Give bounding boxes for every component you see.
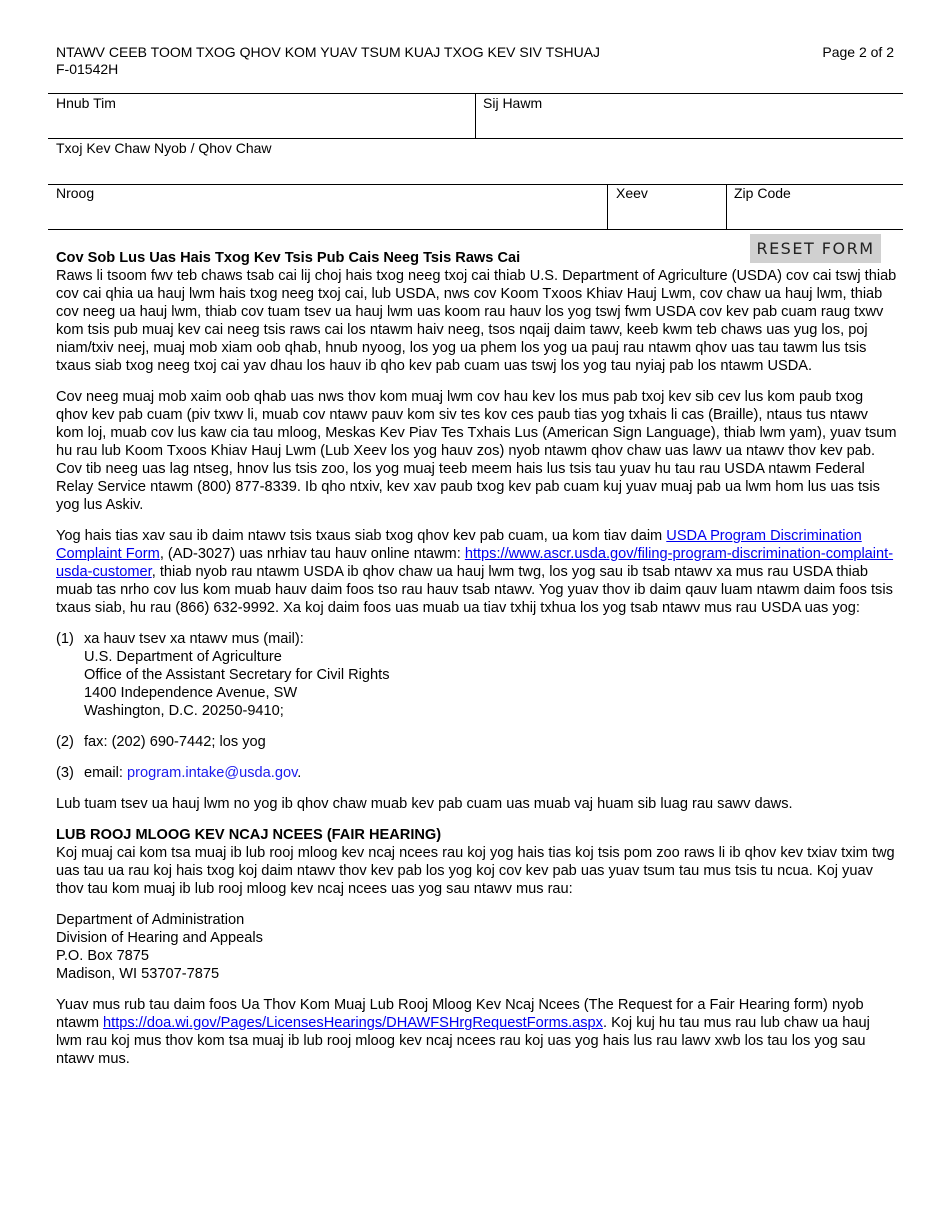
city-label: Nroog [56,185,95,201]
divider [48,229,903,230]
complaint-paragraph [56,527,898,617]
divider [726,184,727,229]
date-label: Hnub Tim [56,95,116,111]
divider [607,184,608,229]
list-item [56,630,898,720]
form-title: NTAWV CEEB TOOM TXOG QHOV KOM YUAV TSUM KUAJ TXOG KEV SIV TSHUAJ [56,44,601,60]
page-indicator: Page 2 of 2 [822,44,894,60]
email-line [84,764,898,782]
equal-opportunity-statement: Lub tuam tsev ua hauj lwm no yog ib qhov chaw muab kev pab cuam uas muab vaj huam sib luag rau sawv daws. [56,796,793,812]
mail-address [84,630,898,720]
complaint-text: , thiab nyob rau ntawm USDA ib qhov chaw ua hauj lwm twg, los yog sau ib tsab ntawv xa mus rau USDA thiab muab tas nrho cov lus kom muab hauv daim foos tso rau hauv tsab ntawv. Yog yuav thov ib daim qauv luam ntawm daim foos tsis txaus siab, hu rau (866) 632-9992. Xa koj daim foos uas muab ua tiav txhij txhua los yog tsab ntawv mus rau USDA uas yog: [56,564,893,616]
state-field[interactable] [616,185,648,202]
zip-label: Zip Code [734,185,791,201]
address-line: 1400 Independence Avenue, SW [84,685,298,701]
date-field[interactable] [56,95,116,112]
nondiscrimination-heading: Cov Sob Lus Uas Hais Txog Kev Tsis Pub Cais Neeg Tsis Raws Cai [56,250,521,266]
zip-field[interactable] [734,185,791,202]
hearing-text: Yuav mus rub tau daim foos Ua Thov Kom Muaj Lub Rooj Mloog Kev Ncaj Ncees (The Request for a Fair Hearing form) nyob ntawm [56,997,864,1031]
nondiscrimination-paragraph: Raws li tsoom fwv teb chaws tsab cai lij choj hais txog neeg txoj cai thiab U.S. Department of Agriculture (USDA) cov cai tswj thiab cov cai qhia ua hauj lwm hais txog neeg txoj cai, lub USDA, nws cov Koom Txoos Khiav Hauj Lwm, cov chaw ua hauj lwm, thiab cov neeg ua hauj lwm, thiab cov tuam tsev ua hauj lwm uas koom rau hauv los yog tswj fwm USDA cov kev pab cuam raug txwv kom tsis pub muaj kev cai neeg tsis raws cai los ntawm haiv neeg, tsos nqaij daim tawv, keeb kwm teb chaws uas yug los, poj niam/txiv neej, muaj mob xiam oob qhab, hnub nyoog, los yog ua phem los yog ua pauj rau ntawm qhov uas tau tawm lus tsis txaus siab txog neeg txoj cai yav dhau los hauv ib qho kev pab cuam uas tswj los yog tau nyiaj pab los ntawm USDA. [56,268,897,374]
hearing-text: . Koj kuj hu tau mus rau lub chaw ua hauj lwm rau koj mus thov kom tsa muaj ib lub rooj mloog kev ncaj ncees rau koj uas yog hais lus rau lawv xwb los tau los yog sau ntawv mus. [56,1015,870,1067]
email-prefix: email: [84,765,127,781]
complaint-form-link[interactable]: USDA Program Discrimination Complaint Form [56,528,862,562]
fax-text: fax: (202) 690-7442; los yog [84,734,266,750]
state-label: Xeev [616,185,648,201]
divider [48,138,903,139]
fair-hearing-paragraph: Koj muaj cai kom tsa muaj ib lub rooj mloog kev ncaj ncees rau koj yog hais tias koj tsis pom zoo raws li ib qhov kev txiav txim twg uas tau ua rau koj hais txog koj daim ntawv thov kev pab los yog koj cov kev pab uas yuav tsum tau mus tsis tu ncua. Koj yuav thov tau kom muaj ib lub rooj mloog kev ncaj ncees uas yog sau ntawv mus rau: [56,845,895,897]
list-number: (1) [56,631,74,647]
address-line: Department of Administration [56,912,245,928]
ascr-url-link[interactable]: https://www.ascr.usda.gov/filing-program-discrimination-complaint-usda-customer [56,546,894,580]
fair-hearing-heading: LUB ROOJ MLOOG KEV NCAJ NCEES (FAIR HEARING) [56,827,442,843]
address-line: Washington, D.C. 20250-9410; [84,703,284,719]
list-number: (2) [56,734,74,750]
address-line: xa hauv tsev xa ntawv mus (mail): [84,631,304,647]
complaint-text: , (AD-3027) uas nrhiav tau hauv online ntawm: [159,546,465,562]
accessibility-paragraph: Cov neeg muaj mob xaim oob qhab uas nws thov kom muaj lwm cov hau kev los mus pab txoj kev sib cev lus kom paub txog qhov kev pab cuam (piv txwv li, muab cov ntawv pauv kom siv tes kov ces paub tias yog txhais li cas (Braille), ntaus tus ntawv kom loj, muab cov lus kaw cia tau mloog, Meskas Kev Piav Tes Txhais Lus (American Sign Language), thiab lwm yam), yuav tsum hu rau lub Koom Txoos Khiav Hauj Lwm (Lub Xeev los yog hauv zos) nyob ntawm qhov chaw uas lawv ua ntawv thov kev pab. Cov tib neeg uas lag ntseg, hnov lus tsis zoo, los yog muaj teeb meem hais lus tsis tau yuav hu tau rau USDA ntawm Federal Relay Service ntawm (800) 877-8339. Ib qho ntxiv, kev xav paub txog kev pab cuam kuj yuav muaj pab ua lwm hom lus uas tsis yog lus Askiv. [56,389,897,513]
address-line: U.S. Department of Agriculture [84,649,282,665]
address-line: Office of the Assistant Secretary for Civil Rights [84,667,390,683]
list-item [56,764,898,782]
street-address-field[interactable] [56,140,272,157]
address-line: Madison, WI 53707-7875 [56,966,220,982]
address-line: Division of Hearing and Appeals [56,930,263,946]
notice-body [56,249,898,1081]
email-suffix: . [297,765,302,781]
list-item [56,733,898,751]
time-field[interactable] [483,95,542,112]
time-label: Sij Hawm [483,95,543,111]
hearing-address [56,911,898,983]
reset-form-button[interactable]: RESET FORM [750,234,881,263]
complaint-text: Yog hais tias xav sau ib daim ntawv tsis txaus siab txog qhov kev pab cuam, ua kom tiav daim [56,528,667,544]
list-number: (3) [56,765,74,781]
hearing-form-paragraph [56,996,898,1068]
email-link[interactable]: program.intake@usda.gov [126,765,298,781]
divider [475,93,476,138]
hearing-form-link[interactable]: https://doa.wi.gov/Pages/LicensesHearings/DHAWFSHrgRequestForms.aspx [103,1015,603,1031]
form-number: F-01542H [56,61,119,77]
street-address-label: Txoj Kev Chaw Nyob / Qhov Chaw [56,140,272,156]
city-field[interactable] [56,185,94,202]
address-line: P.O. Box 7875 [56,948,150,964]
